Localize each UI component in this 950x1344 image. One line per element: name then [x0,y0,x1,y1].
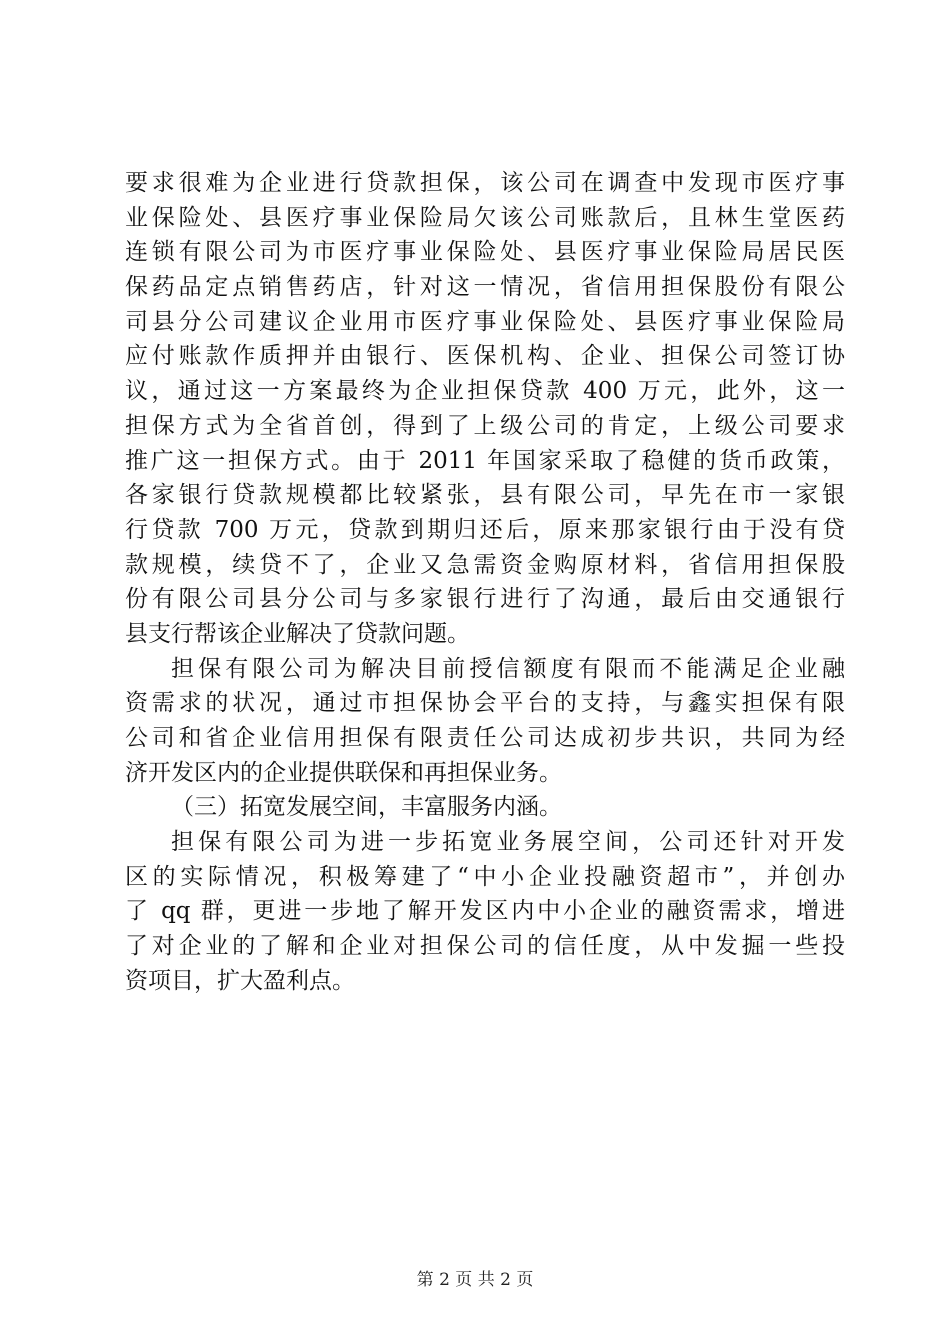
text-line: 议，通过这一方案最终为企业担保贷款 400 万元，此外，这一 [125,378,845,405]
text-line: 资需求的状况，通过市担保协会平台的支持，与鑫实担保有限 [125,690,845,717]
text-line: 连锁有限公司为市医疗事业保险处、县医疗事业保险局居民医 [125,239,845,266]
text-line: 担保有限公司为进一步拓宽业务展空间，公司还针对开发 [171,829,845,856]
text-line: 业保险处、县医疗事业保险局欠该公司账款后，且林生堂医药 [125,204,845,231]
section-heading: （三）拓宽发展空间，丰富服务内涵。 [171,794,562,821]
text-line: 保药品定点销售药店，针对这一情况，省信用担保股份有限公 [125,274,845,301]
text-line: 公司和省企业信用担保有限责任公司达成初步共识，共同为经 [125,725,845,751]
text-line: 资项目，扩大盈利点。 [125,967,355,994]
text-line: 了 qq 群，更进一步地了解开发区内中小企业的融资需求，增进 [125,898,845,925]
page-footer: 第 2 页 共 2 页 [416,1270,534,1290]
text-line: 担保有限公司为解决目前授信额度有限而不能满足企业融 [171,655,845,682]
text-line: 各家银行贷款规模都比较紧张，县有限公司，早先在市一家银 [125,482,845,509]
body-text [125,166,845,999]
text-line: 行贷款 700 万元，贷款到期归还后，原来那家银行由于没有贷 [125,516,845,543]
text-line: 区的实际情况，积极筹建了“中小企业投融资超市”，并创办 [125,863,845,890]
text-line: 司县分公司建议企业用市医疗事业保险处、县医疗事业保险局 [125,308,845,335]
text-line: 款规模，续贷不了，企业又急需资金购原材料，省信用担保股 [125,551,845,578]
text-line: 份有限公司县分公司与多家银行进行了沟通，最后由交通银行 [125,586,845,613]
text-line: 了对企业的了解和企业对担保公司的信任度，从中发掘一些投 [125,933,845,960]
text-line: 推广这一担保方式。由于 2011 年国家采取了稳健的货币政策， [125,447,845,474]
text-line: 担保方式为全省首创，得到了上级公司的肯定，上级公司要求 [125,412,845,439]
text-line: 要求很难为企业进行贷款担保，该公司在调查中发现市医疗事 [125,170,845,196]
text-line: 县支行帮该企业解决了贷款问题。 [125,620,470,647]
text-line: 济开发区内的企业提供联保和再担保业务。 [125,759,562,786]
text-line: 应付账款作质押并由银行、医保机构、企业、担保公司签订协 [125,343,845,370]
